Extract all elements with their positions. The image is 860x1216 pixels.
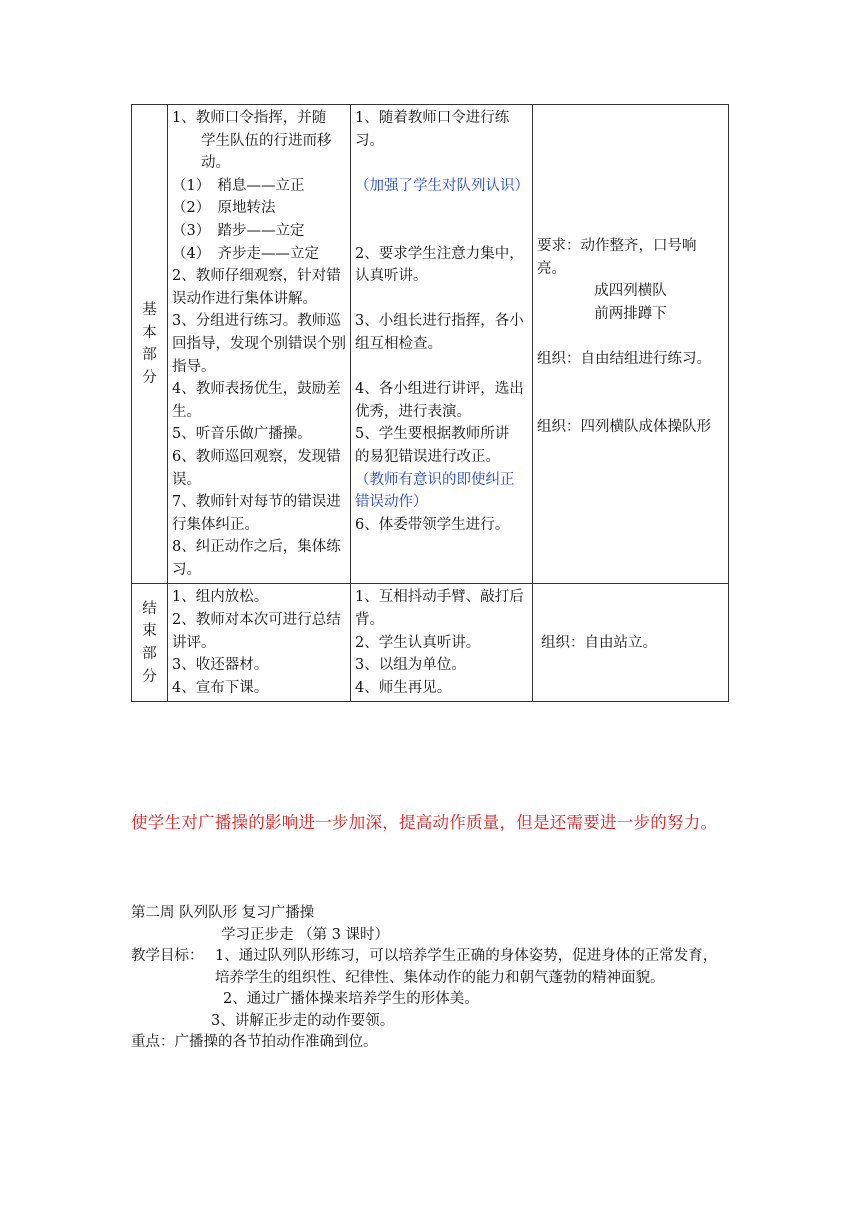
teacher-item-5: 5、听音乐做广播操。 (172, 426, 312, 443)
plan-goals (131, 946, 731, 989)
teacher-item-7: 7、教师针对每节的错误进行集体纠正。 (172, 494, 341, 533)
organization-end (533, 584, 729, 702)
teacher-item-2: 2、教师仔细观察，针对错误动作进行集体讲解。 (172, 268, 341, 307)
lesson-plan-table (131, 104, 729, 702)
student-activities-end (351, 584, 533, 702)
student-item-2: 2、要求学生注意力集中，认真听讲。 (355, 245, 524, 285)
reflection-text: 使学生对广播操的影响进一步加深，提高动作质量，但是还需要进一步的努力。 (131, 813, 718, 832)
teacher-sub-3: （3） 踏步——立定 (172, 222, 305, 239)
teacher-item-1a: 1、教师口令指挥，并随 (172, 110, 327, 126)
end-teacher-item-3: 3、收还器材。 (172, 657, 269, 674)
student-note-1: （加强了学生对队列认识） (355, 177, 529, 194)
teacher-activities-end (168, 584, 351, 702)
teacher-item-4: 4、教师表扬优生，鼓励差生。 (172, 381, 341, 420)
end-teacher-item-4: 4、宣布下课。 (172, 679, 269, 696)
plan-key-point: 重点：广播操的各节拍动作准确到位。 (131, 1034, 378, 1050)
end-org-organization: 组织：自由站立。 (541, 634, 657, 651)
section-label-basic: 基本部分 (132, 105, 168, 584)
teacher-activities-basic (168, 105, 351, 584)
end-student-item-3: 3、以组为单位。 (355, 657, 466, 674)
org-organization-1: 组织：自由结组进行练习。 (537, 350, 711, 367)
table-row-basic (132, 105, 729, 584)
teacher-item-3: 3、分组进行练习。教师巡回指导，发现个别错误个别指导。 (172, 313, 346, 375)
teacher-sub-4: （4） 齐步走——立定 (172, 245, 319, 262)
end-teacher-item-2: 2、教师对本次可进行总结讲评。 (172, 612, 341, 651)
plan-goal-3: 3、讲解正步走的动作要领。 (211, 1012, 395, 1029)
org-formation-2: 前两排蹲下 (594, 305, 667, 322)
next-lesson-plan (131, 903, 731, 1054)
teacher-item-6: 6、教师巡回观察，发现错误。 (172, 448, 341, 488)
teacher-sub-2: （2） 原地转法 (172, 200, 276, 217)
plan-title-line2: 学习正步走 （第 3 课时） (221, 926, 390, 943)
student-item-6: 6、体委带领学生进行。 (355, 516, 510, 533)
plan-title-line1: 第二周 队列队形 复习广播操 (131, 905, 315, 921)
org-organization-2: 组织：四列横队成体操队形 (537, 418, 711, 435)
table-row-end (132, 584, 729, 702)
teacher-sub-1: （1） 稍息——立正 (172, 177, 305, 194)
plan-goal-2: 2、通过广播体操来培养学生的形体美。 (223, 991, 479, 1007)
student-activities-basic (351, 105, 533, 584)
student-item-5b: 的易犯错误进行改正。 (355, 448, 500, 465)
organization-basic (533, 105, 729, 584)
student-item-3: 3、小组长进行指挥，各小组互相检查。 (355, 313, 524, 352)
section-label-end: 结束部分 (132, 584, 168, 702)
end-student-item-4: 4、师生再见。 (355, 679, 452, 696)
end-student-item-2: 2、学生认真听讲。 (355, 634, 481, 651)
end-teacher-item-1: 1、组内放松。 (172, 589, 269, 606)
plan-goal-1: 1、通过队列队形练习，可以培养学生正确的身体姿势，促进身体的正常发育，培养学生的组织性、纪律性、集体动作的能力和朝气蓬勃的精神面貌。 (215, 948, 718, 986)
student-note-2: （教师有意识的即使纠正错误动作） (355, 471, 515, 511)
teacher-item-1b: 学生队伍的行进而移动。 (201, 132, 332, 172)
student-item-4: 4、各小组进行讲评，选出优秀，进行表演。 (355, 381, 524, 420)
org-requirement: 要求：动作整齐，口号响亮。 (537, 238, 697, 277)
plan-goal-label: 教学目标： (131, 948, 204, 964)
student-item-5a: 5、学生要根据教师所讲 (355, 426, 510, 443)
student-item-1: 1、随着教师口令进行练习。 (355, 110, 510, 149)
teacher-item-8: 8、纠正动作之后，集体练习。 (172, 539, 341, 578)
org-formation-1: 成四列横队 (594, 283, 667, 300)
end-student-item-1: 1、互相抖动手臂、敲打后背。 (355, 589, 524, 629)
